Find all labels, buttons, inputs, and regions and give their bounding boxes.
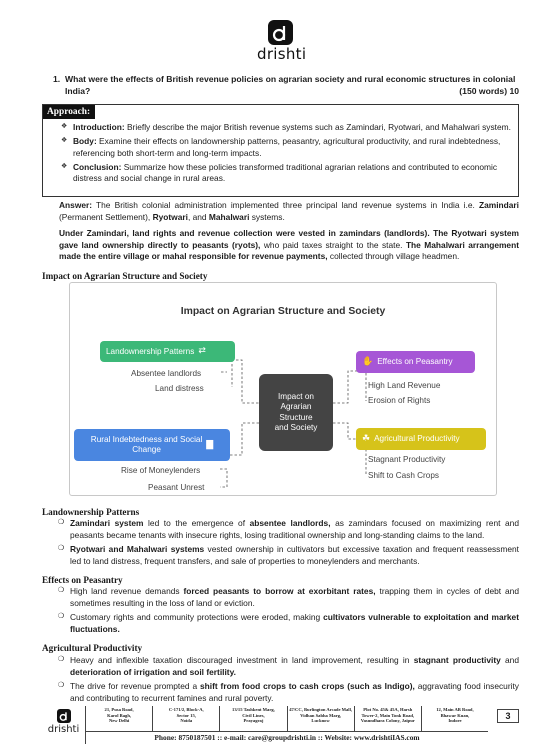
- address-delhi: 21, Pusa Road, Karol Bagh, New Delhi: [86, 706, 153, 731]
- list-item: ❍ Ryotwari and Mahalwari systems vested ownership in cultivators but excessive taxation and frequent reassessment led to land distress, frequent transfers, and sale of properties to moneylenders and merchants.: [58, 544, 519, 567]
- logo-text: drishti: [257, 45, 307, 63]
- list-item: ❍ The drive for revenue prompted a shift from food crops to cash crops (such as Indigo), aggravating food insecurity and contributing to recurrent famines and rural poverty.: [58, 681, 519, 704]
- question-number: 1.: [53, 74, 61, 84]
- node-indebtedness: Rural Indebtedness and Social Change ▇: [74, 429, 230, 461]
- page-number: 3: [497, 709, 519, 723]
- sub-absentee-landlords: Absentee landlords: [131, 369, 202, 378]
- sub-stagnant-productivity: Stagnant Productivity: [368, 455, 446, 464]
- address-jaipur: Plot No. 45& 45A, Harsh Tower-2, Main Tonk Road, Vasundhara Colony, Jaipur: [355, 706, 422, 731]
- logo-d-icon: [268, 20, 293, 45]
- list-item: ❍ High land revenue demands forced peasants to borrow at exorbitant rates, trapping them in cycles of debt and sometimes resulting in the loss of land or eviction.: [58, 586, 519, 609]
- agri-list: [58, 655, 519, 707]
- landownership-list: [58, 518, 519, 570]
- diagram-center: Impact on Agrarian Structure and Society: [259, 374, 333, 451]
- footer-contact: Phone: 8750187501 :: e-mail: care@groupdrishti.in :: Website: www.drishtiIAS.com: [154, 733, 420, 742]
- node-landownership-label: Landownership Patterns: [106, 346, 195, 356]
- node-peasantry-label: Effects on Peasantry: [377, 357, 453, 367]
- peasantry-heading: Effects on Peasantry: [42, 575, 123, 585]
- peasantry-list: [58, 586, 519, 638]
- sprout-icon: ☘: [362, 433, 371, 444]
- approach-item-body: ❖ Body: Examine their effects on landownership patterns, peasantry, agricultural productivity, and rural indebtedness, referencing both short-term and long-term impacts.: [61, 136, 513, 159]
- answer-paragraph-1: Answer: The British colonial administration implemented three principal land revenue systems in India i.e. Zamindari (Permanent Settlement), Ryotwari, and Mahalwari systems.: [59, 200, 519, 222]
- drishti-logo: [257, 20, 307, 63]
- node-productivity-label: Agricultural Productivity: [374, 434, 460, 444]
- list-item: ❍ Heavy and inflexible taxation discouraged investment in land improvement, resulting in stagnant productivity and deterioration of irrigation and soil fertility.: [58, 655, 519, 678]
- agri-heading: Agricultural Productivity: [42, 643, 143, 653]
- footer-logo-d-icon: [57, 709, 71, 723]
- sub-shift-to-cash-crops: Shift to Cash Crops: [368, 471, 439, 480]
- impact-diagram: [69, 282, 497, 496]
- node-landownership: [100, 341, 235, 362]
- question-text: What were the effects of British revenue policies on agrarian society and rural economic structures in colonial India?: [65, 74, 516, 96]
- footer-addresses: [86, 706, 488, 732]
- address-lucknow: 47/CC, Burlington Arcade Mall, Vidhan Sabha Marg, Lucknow: [288, 706, 355, 731]
- question-marks: (150 words) 10: [459, 85, 519, 96]
- approach-label: Approach:: [43, 105, 95, 119]
- sub-rise-of-moneylenders: Rise of Moneylenders: [121, 466, 201, 475]
- impact-heading: Impact on Agrarian Structure and Society: [42, 271, 208, 281]
- question: [53, 74, 519, 98]
- sub-land-distress: Land distress: [155, 384, 204, 393]
- list-item: ❍ Customary rights and community protections were eroded, making cultivators vulnerable to exploitation and market fluctuations.: [58, 612, 519, 635]
- approach-item-introduction: ❖ Introduction: Briefly describe the major British revenue systems such as Zamindari, Ryotwari, and Mahalwari system.: [61, 122, 513, 134]
- address-prayagraj: 13/15 Tashkent Marg, Civil Lines, Prayagraj: [220, 706, 287, 731]
- node-productivity: [356, 428, 486, 450]
- approach-item-conclusion: ❖ Conclusion: Summarize how these policies transformed traditional agrarian relations and contributed to economic distress and social change in rural areas.: [61, 162, 513, 185]
- answer-paragraph-2: Under Zamindari, land rights and revenue collection were vested in zamindars (landlords). The Ryotwari system gave land ownership directly to peasants (ryots), who paid taxes straight to the state. The Mahalwari arrangement made the entire village or mahal responsible for revenue payments, collected through village headmen.: [59, 228, 520, 262]
- list-item: ❍ Zamindari system led to the emergence of absentee landlords, as zamindars focused on maximizing rent and peasants became tenants with insecure rights, losing traditional ownership and long-standing claims to the land.: [58, 518, 519, 541]
- sub-erosion-of-rights: Erosion of Rights: [368, 396, 431, 405]
- sub-peasant-unrest: Peasant Unrest: [148, 483, 205, 492]
- hand-coins-icon: ✋: [362, 356, 374, 367]
- node-peasantry: [356, 351, 475, 373]
- approach-box: [42, 104, 519, 197]
- page-footer: [42, 706, 519, 744]
- sub-high-land-revenue: High Land Revenue: [368, 381, 441, 390]
- address-noida: C-171/2, Block-A, Sector 15, Noida: [153, 706, 220, 731]
- address-indore: 12, Main AB Road, Bhawar Kuan, Indore: [436, 707, 474, 724]
- diagram-title: Impact on Agrarian Structure and Society: [180, 306, 386, 317]
- landownership-heading: Landownership Patterns: [42, 507, 140, 517]
- footer-logo: drishti: [42, 706, 86, 744]
- bar-chart-icon: ▇: [206, 439, 214, 450]
- approach-list: [61, 122, 513, 187]
- sync-icon: ⇄: [198, 346, 206, 357]
